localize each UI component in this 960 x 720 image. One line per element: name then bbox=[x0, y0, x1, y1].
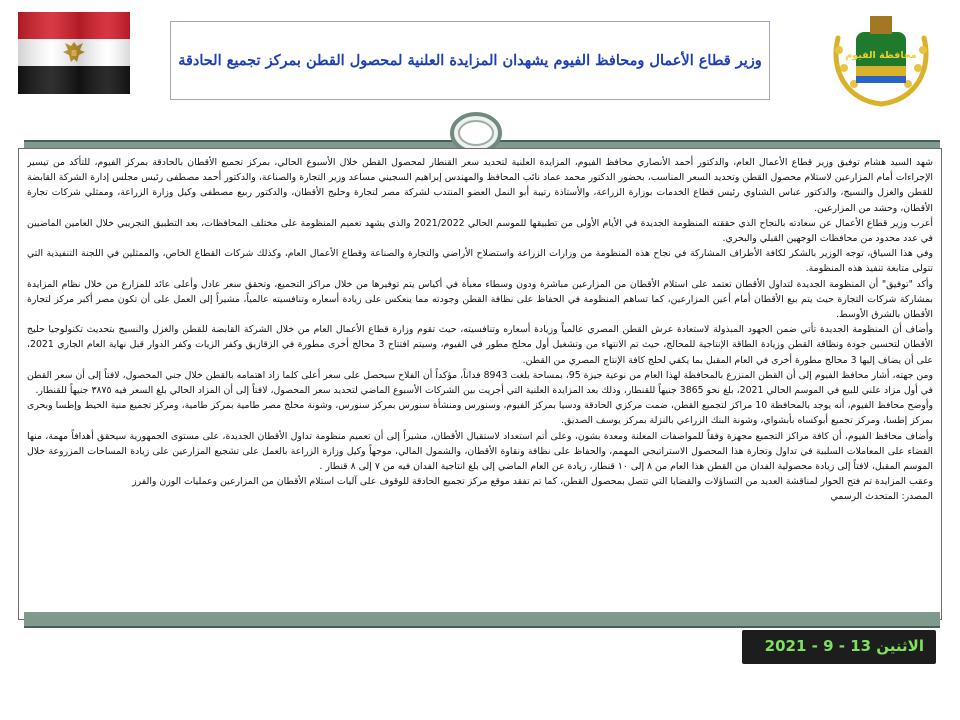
article-paragraph: أعرب وزير قطاع الأعمال عن سعادته بالنجاح الذي حققته المنظومة الجديدة في الأيام الأولى من تطبيقها للموسم الحالي 2021/2022 والذي يشهد تعميم المنظومة على مختلف المحافظات، بعد التطبيق التجريبي خلال العامين الماضيين في عدد محدود من محافظات الوجهين القبلي والبحري. bbox=[27, 217, 933, 245]
article-paragraph: وأكد "توفيق" أن المنظومة الجديدة لتداول الأقطان تعتمد على استلام الأقطان من المزارعين مباشرة ودون وسطاء معبأة في أكياس يتم توفيرها من خلال مراكز التجميع، وتحقق سعر عادل وأعلى عائد للمزارع من خلال نظام المزايدة بمشاركة شركات التجارة حيث يتم بيع الأقطان أمام أعين المزارعين، كما تساهم المنظومة في الحفاظ على نظافة القطن وجودته مما ينعكس على زيادة أسعاره وتنافسيته عالمياً، مشيراً إلى العمل على أن تكون مصر أكبر مركز لتجارة الأقطان بالشرق الأوسط. bbox=[27, 278, 933, 321]
article-paragraph: وعقب المزايدة تم فتح الحوار لمناقشة العديد من التساؤلات والقضايا التي تتصل بمحصول القطن، كما تم تفقد موقع مركز تجميع الحادقة للوقوف على آليات استلام الأقطان من المزارعين وعمليات الوزن والفرز bbox=[132, 476, 933, 488]
bottom-decorative-band bbox=[24, 612, 940, 632]
article-paragraph: وفي هذا السياق، توجه الوزير بالشكر لكافة الأطراف المشاركة في نجاح هذه المنظومة من وزارات الزراعة واستصلاح الأراضي والتجارة والصناعة وقطاع الأعمال العام، وكذلك شركات القطاع الخاص، والممثلين في اللجنة التنفيذية التي تتولى متابعة تنفيذ هذه المنظومة. bbox=[27, 248, 933, 275]
article-paragraph: شهد السيد هشام توفيق وزير قطاع الأعمال العام، والدكتور أحمد الأنصاري محافظ الفيوم، المزايدة العلنية لتحديد سعر القنطار لمحصول القطن خلال الأسبوع الحالي، بمركز تجميع الأقطان بالحادقة بمركز الفيوم، للتأكد من تيسير الإجراءات أمام المزارعين لاستلام محصول القطن وتحديد السعر المناسب، بحضور الدكتور محمد عماد نائب المحافظ والمهندس إبراهيم السجيني مساعد وزير التجارة والصناعة، والدكتور أحمد مصطفى رئيس مجلس إدارة الشركة القابضة للقطن والغزل والنسيج، والدكتور عباس الشناوي رئيس قطاع الخدمات بوزارة الزراعة، والأستاذة رتيبة أبو النمل العضو المنتدب لشركة مصر لتجارة وحليج الأقطان، والدكتور ربيع مصطفى وكيل وزارة الزراعة، وممثلي شركات تجارة الأقطان، وحشد من المزارعين. bbox=[27, 157, 933, 214]
article-body bbox=[27, 155, 933, 613]
egypt-flag-icon bbox=[18, 12, 130, 94]
date-label: الاثنين 13 - 9 - 2021 bbox=[764, 637, 924, 655]
article-paragraph: وأوضح محافظ الفيوم، أنه يوجد بالمحافظة 10 مراكز لتجميع القطن، ضمت مركزي الحادقة ودسيا بمركز الفيوم، وسنورس ومنشأة سنورس بمركز سنورس، وشونة محلج مصر طامية بمركز طامية، ومركز تجميع منية الحيط وإطسا وبحرى بمركز إطسا، ومركز تجميع أبوكساه بأبشواي، وشونة البنك الزراعي بالنزلة بمركز يوسف الصديق. bbox=[27, 400, 933, 427]
date-box bbox=[742, 630, 936, 664]
article-panel bbox=[18, 148, 942, 620]
headline-box bbox=[170, 21, 770, 100]
article-paragraph: وأضاف محافظ الفيوم، أن كافة مراكز التجميع مجهزة وفقاً للمواصفات المعلنة ومعدة بشون، وعلى أتم استعداد لاستقبال الأقطان، مشيراً إلى أن تعميم منظومة تداول الأقطان الجديدة، على مستوى الجمهورية سيحقق أهدافاً مهمة، منها القضاء على المعاملات السلبية في تداول وتجارة هذا المحصول الاستراتيجي المهمم، والحفاظ على نظافة ونقاوة الأقطان، والشمول المالي، موجهاً وكيل وزارة الزراعة بالعمل على تشجيع المزارعين على زيادة المساحات المزروعة خلال الموسم المقبل، لافتاً إلى زيادة محصولية الفدان من القطن هذا العام من ٨ إلى ١٠ قنطار، زيادة عن العام الماضي إلى بلغ انتاجية الفدان فيه من ٧ إلى ٨ قنطار . bbox=[27, 430, 933, 473]
logo-text: محافظة الفيوم bbox=[845, 50, 917, 61]
article-paragraph: المصدر: المتحدث الرسمي bbox=[830, 491, 933, 503]
fayoum-governorate-logo bbox=[826, 8, 936, 108]
article-paragraph: وأضاف أن المنظومة الجديدة تأتي ضمن الجهود المبذولة لاستعادة عرش القطن المصري عالمياً وزيادة أسعاره وتنافسيته، حيث تقوم وزارة قطاع الأعمال العام من خلال الشركة القابضة للقطن والغزل والنسيج بتحديث تكنولوجيا حليج الأقطان لتحسين جودة ونظافة القطن وزيادة الطاقة الإنتاجية للمحالج، حيث تم الانتهاء من وتشغيل أول محلج مطور في الفيوم، وسيتم افتتاح 3 محالج أخرى مطورة في الزقازيق وكفر الزيات وكفر الدوار قبل نهاية العام الجاري 2021، على أن يضاف إليها 3 محالج مطورة أخرى في العام المقبل بما يكفي لحلج كافة الإنتاج المصري من القطن. bbox=[27, 324, 933, 366]
article-paragraph: ومن جهته، أشار محافظ الفيوم إلى أن القطن المنزرع بالمحافظة لهذا العام من نوعية جيزة 95، بمساحة بلغت 8943 فداناً، مؤكداً أن الفلاح سيحصل على سعر أعلى كلما زاد اهتمامه بالقطن خلال جني المحصول، لافتاً إلى أن سعر القطن في أول مزاد علني للبيع في الموسم الحالي 2021، بلغ نحو 3865 جنيهاً للقنطار، وذلك بعد المزايدة العلنية التي أجريت بين الشركات الأسبوع الماضي لتحديد سعر المحصول، لافتاً إلى أن المزاد الحالي بلغ السعر فيه ٣٨٧٥ جنيهاً للقنطار. bbox=[27, 369, 933, 397]
headline: وزير قطاع الأعمال ومحافظ الفيوم يشهدان المزايدة العلنية لمحصول القطن بمركز تجميع الحادقة bbox=[178, 52, 762, 69]
